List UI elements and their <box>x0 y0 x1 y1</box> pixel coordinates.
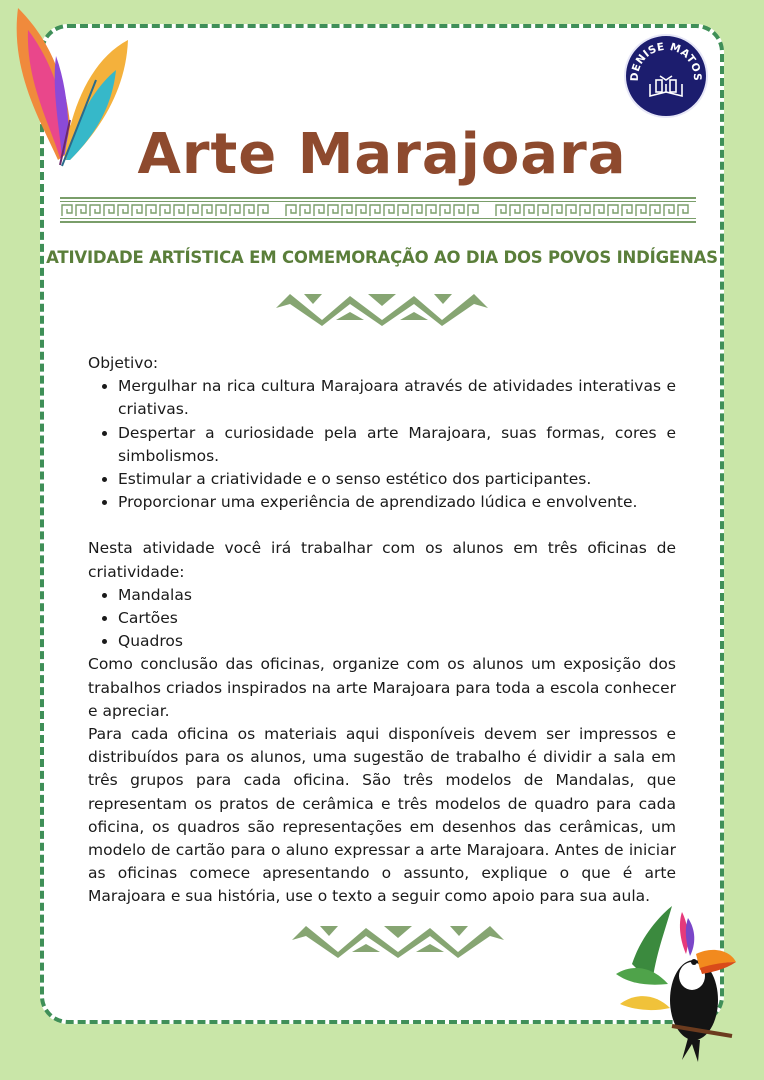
objective-list <box>88 375 676 514</box>
svg-text:DENISE MATOS <box>629 41 703 82</box>
list-item: • Estimular a criatividade e o senso estético dos participantes. <box>118 468 676 491</box>
workshops-intro: Nesta atividade você irá trabalhar com os alunos em três oficinas de criatividade: <box>88 539 676 581</box>
list-item: • Proporcionar uma experiência de aprendizado lúdica e envolvente. <box>118 491 676 514</box>
list-item: • Despertar a curiosidade pela arte Marajoara, suas formas, cores e simbolismos. <box>118 422 676 468</box>
conclusion-paragraph: Como conclusão das oficinas, organize com os alunos um exposição dos trabalhos criados inspirados na arte Marajoara para toda a escola conhecer e apreciar. <box>88 655 676 720</box>
greek-key-pattern <box>62 205 688 216</box>
book-icon <box>650 76 682 96</box>
list-item: • Mandalas <box>118 584 676 607</box>
greek-key-border <box>60 197 696 223</box>
workshop-list <box>88 584 676 654</box>
list-item: • Cartões <box>118 607 676 630</box>
logo-text: DENISE MATOS <box>628 40 704 82</box>
main-content <box>88 352 676 909</box>
toucan-icon <box>612 904 744 1064</box>
objective-label: Objetivo: <box>88 354 159 372</box>
zigzag-ornament-bottom <box>292 922 504 958</box>
list-item: • Quadros <box>118 630 676 653</box>
denise-matos-logo <box>624 34 708 118</box>
list-item: • Mergulhar na rica cultura Marajoara através de atividades interativas e criativas. <box>118 375 676 421</box>
page-subtitle: ATIVIDADE ARTÍSTICA EM COMEMORAÇÃO AO DIA DOS POVOS INDÍGENAS <box>46 248 718 267</box>
zigzag-ornament <box>276 290 488 326</box>
page-title: Arte Marajoara <box>137 122 627 187</box>
instructions-paragraph: Para cada oficina os materiais aqui disponíveis devem ser impressos e distribuídos para os alunos, uma sugestão de trabalho é dividir a sala em três grupos para cada oficina. São três modelos de Mandalas, que representam os pratos de cerâmica e três modelos de quadro para cada oficina, os quadros são representações em desenhos das cerâmicas, um modelo de cartão para o aluno expressar a arte Marajoara. Antes de iniciar as oficinas comece apresentando o assunto, explique o que é arte Marajoara e sua história, use o texto a seguir como apoio para sua aula. <box>88 725 676 906</box>
